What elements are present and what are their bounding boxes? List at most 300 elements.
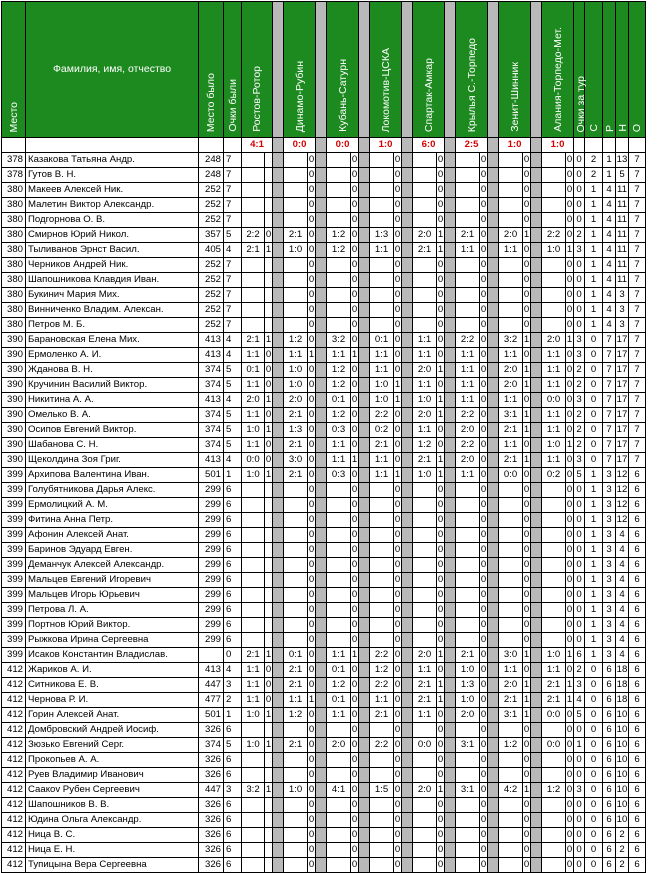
match-points-cell: 0	[437, 708, 445, 723]
points-tour-cell: 2	[574, 228, 585, 243]
prediction-cell: 1:0	[542, 648, 566, 663]
o-cell: 7	[629, 393, 646, 408]
points-were-cell: 3	[224, 678, 242, 693]
separator-cell	[488, 678, 499, 693]
points-tour-cell: 0	[574, 543, 585, 558]
match-points-cell: 1	[437, 363, 445, 378]
header-gap	[273, 2, 284, 138]
separator-cell	[531, 318, 542, 333]
r-cell: 3	[603, 558, 616, 573]
match-points-cell: 0	[480, 408, 488, 423]
prediction-cell	[242, 573, 265, 588]
o-cell: 6	[629, 513, 646, 528]
prediction-cell: 0:3	[327, 468, 351, 483]
place-cell: 399	[2, 498, 26, 513]
table-row	[2, 648, 663, 663]
separator-cell	[531, 678, 542, 693]
table-row	[2, 438, 663, 453]
o-cell: 6	[629, 663, 646, 678]
separator-cell	[445, 303, 456, 318]
separator-cell	[359, 333, 370, 348]
prediction-cell: 2:1	[284, 468, 308, 483]
header-gap	[316, 2, 327, 138]
prediction-cell: 2:1	[284, 663, 308, 678]
table-row	[2, 588, 663, 603]
match-points-cell: 0	[437, 858, 445, 873]
separator-cell	[531, 483, 542, 498]
separator-cell	[273, 273, 284, 288]
match-points-cell: 0	[566, 738, 574, 753]
s-cell: 1	[585, 483, 603, 498]
name-cell: Портнов Юрий Виктор.	[26, 618, 199, 633]
separator-cell	[402, 438, 413, 453]
prediction-cell: 1:1	[370, 693, 394, 708]
table-row	[2, 363, 663, 378]
match-points-cell: 0	[394, 153, 402, 168]
match-points-cell: 0	[480, 198, 488, 213]
prediction-cell	[456, 483, 480, 498]
match-points-cell: 0	[351, 738, 359, 753]
match-points-cell: 0	[437, 603, 445, 618]
prediction-cell	[284, 198, 308, 213]
s-cell: 0	[585, 768, 603, 783]
header-match-5: Спартак-Амкар	[413, 2, 445, 138]
table-row	[2, 168, 663, 183]
separator-cell	[445, 363, 456, 378]
r-cell: 7	[603, 453, 616, 468]
points-were-cell: 6	[224, 498, 242, 513]
prediction-cell	[284, 843, 308, 858]
prediction-cell	[542, 618, 566, 633]
table-row	[2, 573, 663, 588]
match-points-cell: 0	[480, 633, 488, 648]
points-were-cell: 6	[224, 603, 242, 618]
match-points-cell: 0	[566, 663, 574, 678]
separator-cell	[531, 588, 542, 603]
prediction-cell	[327, 603, 351, 618]
prediction-cell	[284, 168, 308, 183]
match-points-cell: 0	[394, 183, 402, 198]
match-points-cell: 0	[308, 153, 316, 168]
match-points-cell: 0	[394, 213, 402, 228]
separator-cell	[273, 393, 284, 408]
n-cell: 2	[616, 843, 629, 858]
match-points-cell: 0	[437, 573, 445, 588]
match-points-cell: 0	[480, 783, 488, 798]
prediction-cell	[242, 558, 265, 573]
prediction-cell: 1:0	[242, 708, 265, 723]
separator-cell	[445, 273, 456, 288]
match-points-cell: 0	[308, 318, 316, 333]
name-cell: Юдина Ольга Александр.	[26, 813, 199, 828]
match-points-cell: 0	[437, 318, 445, 333]
match-points-cell: 0	[523, 768, 531, 783]
separator-cell	[488, 723, 499, 738]
prediction-cell	[499, 753, 523, 768]
prediction-cell	[284, 618, 308, 633]
prediction-cell	[542, 318, 566, 333]
match-points-cell: 0	[351, 438, 359, 453]
match-points-cell: 0	[566, 858, 574, 873]
match-points-cell: 0	[351, 273, 359, 288]
prediction-cell	[456, 498, 480, 513]
match-points-cell: 0	[480, 228, 488, 243]
separator-cell	[359, 243, 370, 258]
prediction-cell	[327, 813, 351, 828]
separator-cell	[316, 813, 327, 828]
place-cell: 399	[2, 648, 26, 663]
separator-cell	[445, 348, 456, 363]
table-row	[2, 348, 663, 363]
match-points-cell: 0	[351, 858, 359, 873]
place-was-cell: 326	[199, 768, 224, 783]
prediction-cell	[370, 318, 394, 333]
separator-cell	[316, 183, 327, 198]
name-cell: Черников Андрей Ник.	[26, 258, 199, 273]
prediction-cell: 1:5	[370, 783, 394, 798]
separator-cell	[402, 333, 413, 348]
match-points-cell: 0	[437, 258, 445, 273]
prediction-cell	[456, 288, 480, 303]
prediction-cell: 3:1	[499, 708, 523, 723]
prediction-cell: 2:1	[499, 693, 523, 708]
match-points-cell: 0	[308, 258, 316, 273]
match-points-cell	[265, 723, 273, 738]
place-cell: 390	[2, 453, 26, 468]
match-points-cell: 0	[480, 273, 488, 288]
prediction-cell	[284, 288, 308, 303]
match-points-cell	[265, 843, 273, 858]
place-was-cell: 413	[199, 348, 224, 363]
match-points-cell: 0	[351, 408, 359, 423]
prediction-cell: 2:0	[456, 453, 480, 468]
r-cell: 3	[603, 498, 616, 513]
o-cell: 6	[629, 588, 646, 603]
prediction-cell	[327, 528, 351, 543]
match-points-cell	[265, 813, 273, 828]
match-points-cell: 0	[437, 768, 445, 783]
prediction-cell: 2:1	[370, 438, 394, 453]
prediction-cell: 1:2	[327, 378, 351, 393]
prediction-cell	[456, 753, 480, 768]
prediction-cell: 1:1	[499, 663, 523, 678]
place-was-cell: 252	[199, 198, 224, 213]
prediction-cell: 1:0	[284, 378, 308, 393]
points-were-cell: 7	[224, 153, 242, 168]
match-points-cell: 0	[394, 243, 402, 258]
match-points-cell: 1	[437, 453, 445, 468]
prediction-cell	[242, 753, 265, 768]
place-was-cell: 252	[199, 303, 224, 318]
header-o: О	[629, 2, 646, 138]
prediction-cell: 1:0	[456, 663, 480, 678]
name-cell: Мальцев Евгений Игоревич	[26, 573, 199, 588]
separator-cell	[531, 243, 542, 258]
place-was-cell: 413	[199, 333, 224, 348]
points-were-cell: 5	[224, 378, 242, 393]
prediction-cell: 1:1	[370, 453, 394, 468]
separator-cell	[359, 858, 370, 873]
separator-cell	[273, 183, 284, 198]
n-cell: 4	[616, 558, 629, 573]
prediction-cell	[242, 273, 265, 288]
prediction-cell: 3:0	[284, 453, 308, 468]
match-points-cell: 0	[480, 483, 488, 498]
actual-score: 1:0	[542, 138, 574, 153]
name-cell: Ермолицкий А. М.	[26, 498, 199, 513]
separator-cell	[445, 213, 456, 228]
match-points-cell: 1	[566, 693, 574, 708]
match-points-cell: 0	[523, 543, 531, 558]
header-place-was: Место было	[199, 2, 224, 138]
match-points-cell: 0	[351, 303, 359, 318]
match-points-cell	[265, 288, 273, 303]
prediction-cell: 2:2	[456, 333, 480, 348]
separator-cell	[488, 183, 499, 198]
prediction-cell: 1:1	[413, 348, 437, 363]
prediction-cell: 0:1	[284, 648, 308, 663]
match-points-cell: 1	[394, 378, 402, 393]
s-cell: 1	[585, 633, 603, 648]
prediction-cell: 1:1	[242, 378, 265, 393]
prediction-cell	[413, 633, 437, 648]
o-cell: 6	[629, 768, 646, 783]
name-cell: Шапошникова Клавдия Иван.	[26, 273, 199, 288]
separator-cell	[402, 183, 413, 198]
prediction-cell: 2:1	[413, 693, 437, 708]
prediction-cell: 1:1	[542, 363, 566, 378]
prediction-cell	[327, 588, 351, 603]
separator-cell	[531, 408, 542, 423]
prediction-cell: 2:0	[242, 393, 265, 408]
header-gap	[445, 2, 456, 138]
points-were-cell: 0	[224, 648, 242, 663]
prediction-cell	[370, 168, 394, 183]
match-points-cell: 0	[566, 723, 574, 738]
separator-cell	[359, 198, 370, 213]
separator-cell	[445, 588, 456, 603]
points-tour-cell: 0	[574, 828, 585, 843]
separator-cell	[402, 468, 413, 483]
separator-cell	[531, 438, 542, 453]
separator-cell	[531, 273, 542, 288]
points-were-cell: 6	[224, 768, 242, 783]
s-cell: 1	[585, 243, 603, 258]
match-points-cell: 1	[523, 678, 531, 693]
match-points-cell: 0	[437, 348, 445, 363]
prediction-cell	[413, 858, 437, 873]
separator-cell	[402, 618, 413, 633]
match-points-cell: 0	[480, 303, 488, 318]
prediction-cell: 2:1	[413, 678, 437, 693]
match-points-cell: 0	[480, 858, 488, 873]
match-points-cell: 0	[351, 258, 359, 273]
match-points-cell: 0	[523, 468, 531, 483]
match-points-cell: 1	[437, 243, 445, 258]
separator-cell	[273, 318, 284, 333]
separator-cell	[316, 858, 327, 873]
match-points-cell: 0	[351, 198, 359, 213]
s-cell: 0	[585, 453, 603, 468]
separator-cell	[316, 843, 327, 858]
prediction-cell	[542, 483, 566, 498]
points-tour-cell: 5	[574, 468, 585, 483]
r-cell: 6	[603, 798, 616, 813]
match-points-cell: 0	[480, 468, 488, 483]
prediction-cell	[284, 813, 308, 828]
name-cell: Осипов Евгений Виктор.	[26, 423, 199, 438]
s-cell: 0	[585, 738, 603, 753]
match-points-cell: 0	[566, 843, 574, 858]
match-points-cell: 0	[351, 513, 359, 528]
prediction-cell	[327, 723, 351, 738]
r-cell: 6	[603, 708, 616, 723]
match-points-cell: 0	[394, 483, 402, 498]
header-match-8: Алания-Торпедо-Мет.	[542, 2, 574, 138]
prediction-cell	[242, 633, 265, 648]
prediction-cell: 1:1	[327, 648, 351, 663]
name-cell: Подгорнова О. В.	[26, 213, 199, 228]
o-cell: 6	[629, 633, 646, 648]
separator-cell	[273, 513, 284, 528]
prediction-cell: 2:1	[542, 678, 566, 693]
separator-cell	[531, 393, 542, 408]
match-points-cell: 0	[566, 573, 574, 588]
name-cell: Шапошников В. В.	[26, 798, 199, 813]
n-cell: 5	[616, 168, 629, 183]
table-row	[2, 783, 663, 798]
separator-cell	[445, 603, 456, 618]
separator-cell	[445, 378, 456, 393]
prediction-cell: 2:2	[370, 678, 394, 693]
separator-cell	[531, 558, 542, 573]
separator-cell	[316, 498, 327, 513]
match-points-cell: 0	[437, 723, 445, 738]
r-cell: 6	[603, 693, 616, 708]
separator-cell	[316, 468, 327, 483]
separator-cell	[488, 768, 499, 783]
place-cell: 380	[2, 228, 26, 243]
prediction-cell	[499, 183, 523, 198]
s-cell: 2	[585, 168, 603, 183]
match-points-cell: 0	[566, 513, 574, 528]
separator-cell	[359, 528, 370, 543]
separator-cell	[402, 573, 413, 588]
match-points-cell	[265, 858, 273, 873]
match-points-cell: 1	[265, 708, 273, 723]
match-points-cell: 0	[480, 798, 488, 813]
match-points-cell: 0	[308, 528, 316, 543]
separator-cell	[316, 243, 327, 258]
table-row	[2, 843, 663, 858]
prediction-cell	[327, 288, 351, 303]
prediction-cell	[499, 813, 523, 828]
prediction-cell	[242, 813, 265, 828]
prediction-cell: 1:1	[542, 423, 566, 438]
name-cell: Руев Владимир Иванович	[26, 768, 199, 783]
o-cell: 7	[629, 378, 646, 393]
match-points-cell: 0	[523, 753, 531, 768]
separator-cell	[273, 708, 284, 723]
place-cell: 399	[2, 558, 26, 573]
s-cell: 0	[585, 663, 603, 678]
match-points-cell	[265, 483, 273, 498]
prediction-cell: 1:1	[242, 663, 265, 678]
separator-cell	[402, 783, 413, 798]
separator-cell	[445, 573, 456, 588]
r-cell: 3	[603, 618, 616, 633]
prediction-cell	[499, 168, 523, 183]
n-cell: 2	[616, 858, 629, 873]
prediction-cell	[413, 813, 437, 828]
place-was-cell: 299	[199, 603, 224, 618]
place-was-cell: 447	[199, 678, 224, 693]
o-cell: 6	[629, 828, 646, 843]
match-points-cell: 0	[480, 258, 488, 273]
header-r: Р	[603, 2, 616, 138]
points-were-cell: 7	[224, 213, 242, 228]
prediction-cell: 3:2	[327, 333, 351, 348]
points-tour-cell: 0	[574, 318, 585, 333]
r-cell: 6	[603, 738, 616, 753]
match-points-cell	[265, 828, 273, 843]
match-points-cell: 1	[523, 423, 531, 438]
o-cell: 6	[629, 603, 646, 618]
place-cell: 380	[2, 273, 26, 288]
prediction-cell	[327, 258, 351, 273]
match-points-cell: 0	[394, 333, 402, 348]
prediction-cell: 1:1	[242, 693, 265, 708]
separator-cell	[488, 288, 499, 303]
separator-cell	[359, 378, 370, 393]
o-cell: 6	[629, 843, 646, 858]
separator-cell	[359, 513, 370, 528]
match-points-cell: 0	[523, 858, 531, 873]
prediction-cell: 1:2	[284, 708, 308, 723]
name-cell: Кручинин Василий Виктор.	[26, 378, 199, 393]
o-cell: 6	[629, 468, 646, 483]
separator-cell	[402, 633, 413, 648]
prediction-cell	[542, 168, 566, 183]
separator-cell	[273, 153, 284, 168]
n-cell: 10	[616, 813, 629, 828]
prediction-cell: 1:2	[327, 243, 351, 258]
points-were-cell: 6	[224, 723, 242, 738]
match-points-cell: 1	[437, 408, 445, 423]
points-were-cell: 6	[224, 513, 242, 528]
prediction-cell: 2:0	[413, 228, 437, 243]
separator-cell	[402, 648, 413, 663]
separator-cell	[488, 483, 499, 498]
separator-cell	[316, 798, 327, 813]
match-points-cell	[265, 603, 273, 618]
match-points-cell: 0	[523, 303, 531, 318]
s-cell: 0	[585, 393, 603, 408]
separator-cell	[402, 708, 413, 723]
match-points-cell: 0	[480, 663, 488, 678]
match-points-cell: 0	[351, 243, 359, 258]
prediction-cell	[284, 858, 308, 873]
match-points-cell: 0	[437, 333, 445, 348]
points-tour-cell: 3	[574, 678, 585, 693]
r-cell: 3	[603, 603, 616, 618]
table-row	[2, 813, 663, 828]
match-points-cell: 0	[351, 333, 359, 348]
prediction-cell	[413, 318, 437, 333]
separator-cell	[273, 228, 284, 243]
match-points-cell: 0	[308, 243, 316, 258]
prediction-cell: 1:1	[499, 393, 523, 408]
